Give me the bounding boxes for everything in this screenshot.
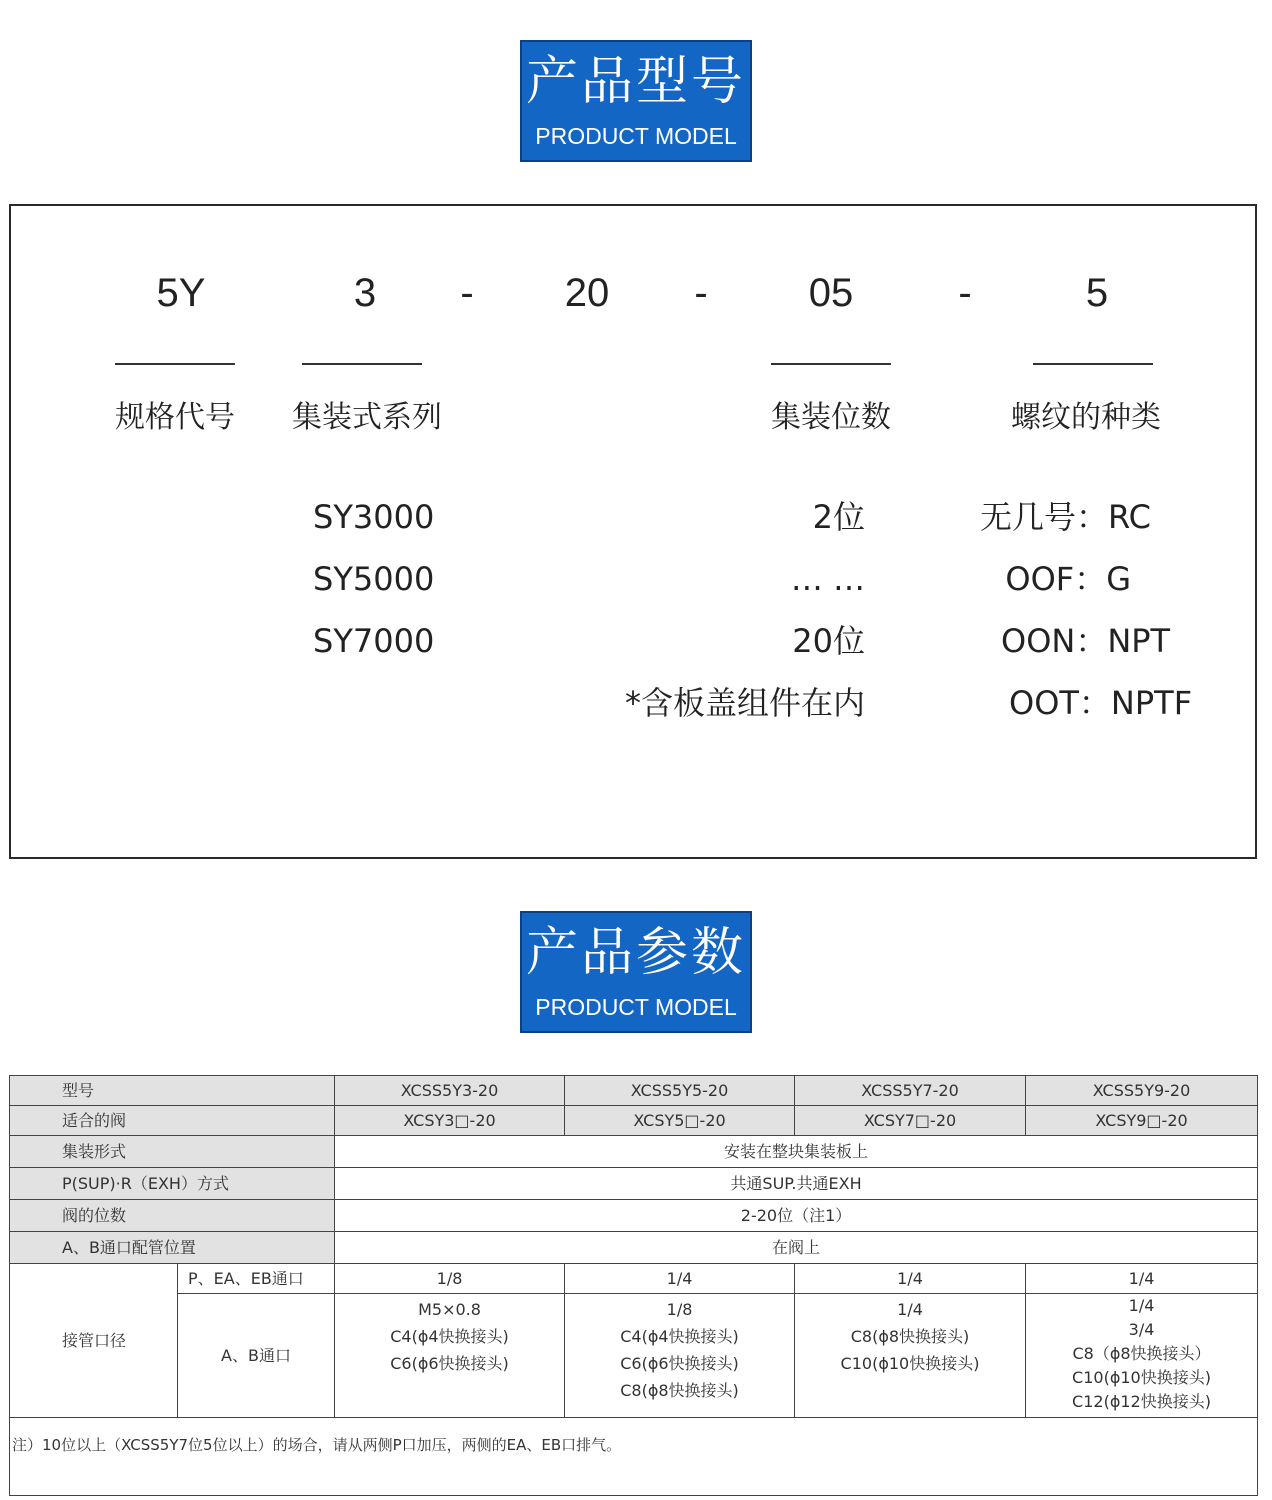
table-cell: M5×0.8 C4(ϕ4快换接头) C6(ϕ6快换接头) [335,1294,565,1418]
code-part-thread: 5 [1085,271,1109,315]
label-thread-type: 螺纹的种类 [1011,400,1161,435]
table-row [10,1136,1258,1168]
row-label: 型号 [10,1076,335,1106]
code-dash: - [694,271,708,315]
table-cell: 在阀上 [335,1232,1258,1264]
code-dash: - [958,271,972,315]
table-cell: 1/8 C4(ϕ4快换接头) C6(ϕ6快换接头) C8(ϕ8快换接头) [565,1294,795,1418]
table-row [10,1264,1258,1294]
station-option: … … [790,560,865,598]
table-row [10,1168,1258,1200]
model-cell: XCSS5Y9-20 [1026,1076,1258,1106]
valve-cell: XCSY3□-20 [335,1106,565,1136]
station-option: 20位 [792,622,865,660]
badge-title-en: PRODUCT MODEL [535,123,737,149]
table-cell: 1/4 [565,1264,795,1294]
row-label: 集装形式 [10,1136,335,1168]
row-label: 适合的阀 [10,1106,335,1136]
underline [1033,363,1153,365]
label-stations: 集装位数 [771,400,891,435]
underline [771,363,891,365]
thread-option: OOT：NPTF [1009,684,1193,722]
product-model-badge [520,40,752,162]
product-params-badge [520,911,752,1033]
valve-cell: XCSY5□-20 [565,1106,795,1136]
params-table [9,1075,1258,1496]
station-note: *含板盖组件在内 [624,684,865,722]
valve-cell: XCSY9□-20 [1026,1106,1258,1136]
badge-title-cn: 产品型号 [525,52,746,112]
table-cell: 1/4 C8(ϕ8快换接头) C10(ϕ10快换接头) [795,1294,1026,1418]
row-label: A、B通口配管位置 [10,1232,335,1264]
code-part-stations: 05 [808,271,854,315]
model-cell: XCSS5Y5-20 [565,1076,795,1106]
code-part-size: 20 [564,271,610,315]
table-row [10,1200,1258,1232]
underline [115,363,235,365]
badge-title-cn: 产品参数 [525,923,746,983]
table-row [10,1294,1258,1418]
table-cell: 1/4 [1026,1264,1258,1294]
table-cell: 1/4 3/4 C8（ϕ8快换接头） C10(ϕ10快换接头) C12(ϕ12快换接头) [1026,1294,1258,1418]
series-option: SY3000 [313,498,435,536]
table-cell: 1/4 [795,1264,1026,1294]
table-row [10,1418,1258,1496]
series-option: SY7000 [313,622,435,660]
row-label: P(SUP)·R（EXH）方式 [10,1168,335,1200]
code-dash: - [460,271,474,315]
code-part-series: 3 [353,271,377,315]
underline [302,363,422,365]
model-cell: XCSS5Y7-20 [795,1076,1026,1106]
sub-row-label: P、EA、EB通口 [178,1264,335,1294]
table-cell: 安装在整块集装板上 [335,1136,1258,1168]
sub-row-label: A、B通口 [178,1294,335,1418]
label-spec-code: 规格代号 [115,400,235,435]
table-row [10,1106,1258,1136]
badge-title-en: PRODUCT MODEL [535,994,737,1020]
valve-cell: XCSY7□-20 [795,1106,1026,1136]
table-cell: 共通SUP.共通EXH [335,1168,1258,1200]
series-option: SY5000 [313,560,435,598]
table-row [10,1232,1258,1264]
row-label: 阀的位数 [10,1200,335,1232]
thread-option: OON：NPT [1001,622,1171,660]
row-label: 接管口径 [10,1264,178,1418]
table-note: 注）10位以上（XCSS5Y7位5位以上）的场合，请从两侧P口加压，两侧的EA、EB口排气。 [10,1418,1258,1496]
label-series: 集装式系列 [292,400,442,435]
table-row [10,1076,1258,1106]
model-cell: XCSS5Y3-20 [335,1076,565,1106]
thread-option: 无几号：RC [980,498,1151,536]
table-cell: 1/8 [335,1264,565,1294]
station-option: 2位 [812,498,865,536]
table-cell: 2-20位（注1） [335,1200,1258,1232]
code-part-spec: 5Y [156,271,206,315]
model-code-panel [9,204,1257,859]
thread-option: OOF：G [1005,560,1131,598]
